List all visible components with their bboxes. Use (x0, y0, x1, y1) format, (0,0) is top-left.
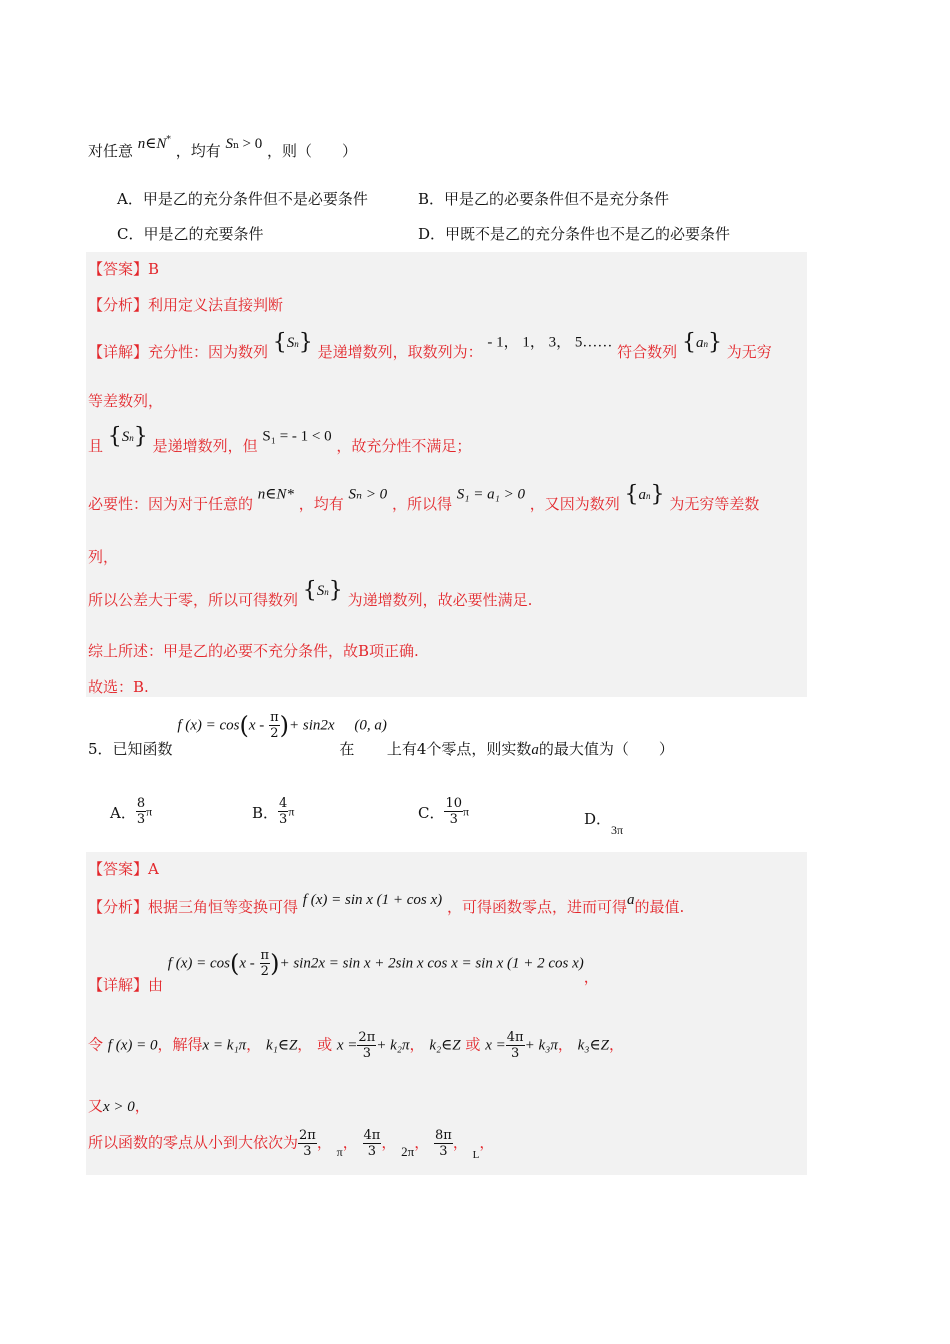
q5-or-2: 或 (465, 1035, 481, 1054)
q4-cond-sn-sub: n (232, 141, 239, 151)
q4-l4-text: 必要性：因为对于任意的 (88, 494, 254, 513)
q5-k1: k₁∈Z (265, 1037, 298, 1054)
q4-l6-text-2: 为递增数列，故必要性满足. (347, 590, 533, 609)
seq-sn-3: Sn (316, 582, 329, 599)
q5-opt-a-label: A． (110, 803, 136, 822)
q5-detail-text: 【详解】由 (88, 975, 164, 994)
q5-opt-b-pi: π (288, 804, 295, 819)
seq-sn-brace-right: } (298, 330, 313, 355)
q4-l4-n: n∈N* (257, 486, 294, 503)
q4-analysis: 【分析】利用定义法直接判断 (88, 296, 284, 314)
q5-opt-b-den: 3 (279, 812, 288, 827)
q5-paren-right: ) (279, 711, 289, 740)
q4-detail-text-4: 为无穷 (726, 342, 772, 361)
q5-opt-b-frac (278, 796, 288, 827)
q5-opt-a-pi: π (146, 804, 153, 819)
q4-option-d: D．甲既不是乙的充分条件也不是乙的必要条件 (418, 225, 731, 243)
q5-seq-comma-5: ， (452, 1133, 468, 1152)
q5-zeros-text: 令 (88, 1035, 104, 1054)
q5-seq-pi: π (336, 1144, 343, 1159)
q5-answer: 【答案】A (88, 860, 159, 878)
q5-stem-text: 5．已知函数 (88, 739, 173, 758)
q5-opt-c-frac (444, 796, 463, 827)
q5-comma-1: ， (246, 1035, 262, 1054)
q4-l4-s1: S₁ = a₁ > 0 (456, 486, 525, 503)
q5-seq-comma-3: ， (381, 1133, 397, 1152)
seq-an-brace-left: { (681, 330, 696, 355)
q5-stem (88, 710, 674, 756)
q5-x-positive: x > 0 (103, 1099, 135, 1115)
q5-opt-c-num: 10 (445, 796, 463, 811)
q5-opt-a-frac (136, 796, 146, 827)
seq-sn-2: Sn (121, 428, 134, 445)
q5-opt-b-num: 4 (279, 796, 288, 811)
q5-stem-text-4: 的最大值为（ ） (538, 739, 674, 758)
q4-l3-text-2: 是递增数列，但 (152, 436, 258, 455)
q5-detail-expansion: + sin2x = sin x + 2sin x cos x = sin x (1 + 2 cos x) (279, 955, 584, 972)
q5-frac-3b: 3 (506, 1045, 525, 1061)
q5-option-a (110, 796, 152, 827)
seq-example: - 1， 1， 3， 5 (487, 334, 583, 351)
q5-k3: k₃∈Z (577, 1037, 609, 1054)
q4-l3-math: S₁ = - 1 < 0 (262, 428, 332, 445)
q4-stem-text: 对任意 (88, 142, 134, 160)
q5-analysis (88, 888, 684, 920)
q5-detail-pi-over-2 (260, 948, 271, 979)
q4-choice: 故选：B. (88, 678, 149, 696)
q5-seq-comma-2: ， (342, 1133, 358, 1152)
q5-4pi-over-3 (506, 1030, 525, 1061)
q5-detail-paren-left: ( (229, 949, 240, 978)
q5-frac-den: 2 (270, 726, 279, 741)
q5-2pi-over-3 (357, 1030, 376, 1061)
q5-analysis-a: a (626, 892, 635, 908)
q5-detail-frac-den: 2 (260, 964, 269, 979)
q5-detail-inner: x - (239, 955, 255, 972)
q5-k3pi: + k₃π (524, 1037, 558, 1054)
q5-opt-d-value: 3π (611, 823, 624, 837)
q5-inner: x - (248, 717, 265, 734)
q4-detail-line1 (88, 330, 772, 366)
seq-sn: Sn (286, 334, 299, 351)
q5-seq-4pi-3 (363, 1128, 382, 1159)
q5-seq-2pi-b: 2π (401, 1143, 415, 1159)
q4-option-b: B．甲是乙的必要条件但不是充分条件 (418, 190, 670, 208)
q5-frac-3a: 3 (357, 1045, 376, 1061)
q5-seq-8pi-3 (434, 1128, 453, 1159)
q5-comma-3: ， (409, 1035, 425, 1054)
seq-an-2: an (638, 486, 651, 503)
seq-sn-brace-left: { (272, 330, 287, 355)
q5-fx-zero: f (x) = 0 (107, 1037, 158, 1054)
q5-frac-4pi: 4π (506, 1030, 524, 1045)
q5-x1: x = k₁π (202, 1037, 247, 1054)
q5-k2: k₂∈Z (429, 1037, 461, 1054)
q4-detail-line5: 列， (88, 548, 119, 566)
q5-x2: x = (336, 1037, 358, 1054)
q5-comma-2: ， (297, 1035, 313, 1054)
q4-conclusion: 综上所述：甲是乙的必要不充分条件，故B项正确. (88, 642, 419, 660)
q5-analysis-text-2: ，可得函数零点，进而可得 (446, 898, 627, 916)
q4-l3-text-3: ，故充分性不满足； (336, 436, 472, 455)
q5-tail: + sin2x (289, 717, 335, 734)
q4-detail-line2: 等差数列， (88, 392, 164, 410)
q5-stem-text-3: 上有4个零点，则实数 (386, 739, 532, 758)
q5-opt-c-den: 3 (444, 811, 463, 827)
q5-seq-ellipsis: L (472, 1148, 480, 1161)
q5-detail-paren-right: ) (270, 949, 280, 978)
q5-zeros-text-2: ，解得 (157, 1035, 203, 1054)
q5-seq-3c: 3 (434, 1143, 453, 1159)
q5-a: a (531, 741, 539, 758)
seq-sn-brace-right-3: } (328, 578, 343, 603)
q5-seq-3a: 3 (298, 1143, 317, 1159)
q5-positive-comma: ， (134, 1097, 150, 1115)
q5-seq-end: ， (479, 1133, 495, 1152)
q4-cond-star: * (166, 135, 171, 145)
q5-positive-text: 又 (88, 1097, 104, 1115)
q4-option-a: A．甲是乙的充分条件但不是必要条件 (117, 190, 368, 208)
q4-l4-text-5: 为无穷等差数 (669, 494, 760, 513)
q5-stem-text-2: 在 (339, 739, 355, 758)
q4-l4-text-4: ，又因为数列 (529, 494, 620, 513)
q4-l3-text: 且 (88, 436, 104, 455)
q5-frac-num: π (270, 710, 279, 725)
q5-comma-5: ， (608, 1035, 624, 1054)
q4-detail-text: 【详解】充分性：因为数列 (88, 342, 269, 361)
q5-analysis-text: 【分析】根据三角恒等变换可得 (88, 898, 299, 916)
q4-l6-text: 所以公差大于零，所以可得数列 (88, 590, 299, 609)
q5-opt-c-pi: π (463, 804, 470, 819)
q5-sequence-text: 所以函数的零点从小到大依次为 (88, 1133, 299, 1152)
q4-detail-line4 (88, 482, 759, 516)
q4-l4-text-3: ，所以得 (391, 494, 452, 513)
seq-dots: …… (582, 334, 613, 351)
q5-paren-left: ( (239, 711, 249, 740)
q5-opt-b-label: B． (252, 803, 279, 822)
seq-sn-brace-left-2: { (107, 424, 122, 449)
seq-sn-brace-right-2: } (133, 424, 148, 449)
q5-comma-4: ， (557, 1035, 573, 1054)
q5-seq-4pi: 4π (363, 1128, 381, 1143)
seq-an-brace-right: } (707, 330, 722, 355)
q5-k2pi: + k₂π (376, 1037, 410, 1054)
q5-analysis-text-3: 的最值. (634, 898, 685, 916)
q4-stem-text-3: ，则（ ） (267, 142, 358, 160)
q4-detail-line3 (88, 424, 471, 458)
q5-analysis-math: f (x) = sin x (1 + cos x) (302, 892, 443, 908)
seq-sn-brace-left-3: { (302, 578, 317, 603)
q5-seq-8pi: 8π (435, 1128, 452, 1143)
q5-opt-a-den: 3 (136, 812, 146, 827)
q5-seq-comma-1: ， (316, 1133, 332, 1152)
q5-detail-comma: ， (583, 967, 599, 986)
q5-seq-3b: 3 (363, 1143, 382, 1159)
q5-sequence-line (88, 1128, 494, 1170)
q5-zeros-line (88, 1030, 624, 1076)
q5-seq-comma-4: ， (414, 1133, 430, 1152)
q4-l4-text-2: ，均有 (298, 494, 344, 513)
q5-fx: f (x) = cos (177, 717, 240, 734)
q5-or-1: 或 (317, 1035, 333, 1054)
seq-an: an (695, 334, 708, 351)
q5-x3: x = (485, 1037, 506, 1054)
q4-answer: 【答案】B (88, 260, 160, 278)
q4-l4-sn: Sₙ > 0 (348, 486, 388, 503)
q5-frac-2pi: 2π (358, 1030, 376, 1045)
q5-option-b (252, 796, 294, 827)
seq-an-brace-right-2: } (650, 482, 665, 507)
q5-seq-2pi: 2π (299, 1128, 316, 1143)
q4-detail-text-2: 是递增数列，取数列为： (317, 342, 483, 361)
q4-cond-gt: > 0 (238, 136, 263, 152)
q5-opt-a-num: 8 (136, 796, 146, 811)
q5-seq-2pi-3 (298, 1128, 317, 1159)
q4-cond-sn: S (225, 136, 233, 152)
q4-detail-line6 (88, 578, 532, 612)
q4-stem-text-2: ，均有 (175, 142, 221, 160)
q5-opt-c-label: C． (418, 803, 445, 822)
q5-detail-line1 (88, 948, 599, 996)
q5-pi-over-2 (269, 710, 280, 741)
seq-an-brace-left-2: { (624, 482, 639, 507)
q5-detail-fx: f (x) = cos (167, 955, 230, 972)
q4-solution-box (86, 252, 807, 697)
q5-detail-frac-num: π (260, 948, 270, 963)
q5-opt-d-label: D． (584, 810, 612, 828)
q4-option-c: C．甲是乙的充要条件 (117, 225, 264, 243)
q4-detail-text-3: 符合数列 (617, 342, 678, 361)
q5-positive-line (88, 1095, 150, 1116)
q5-option-c (418, 796, 469, 827)
q5-interval: (0, a) (354, 717, 387, 734)
q4-stem (88, 132, 357, 162)
q4-cond-n: n∈N (137, 136, 167, 152)
